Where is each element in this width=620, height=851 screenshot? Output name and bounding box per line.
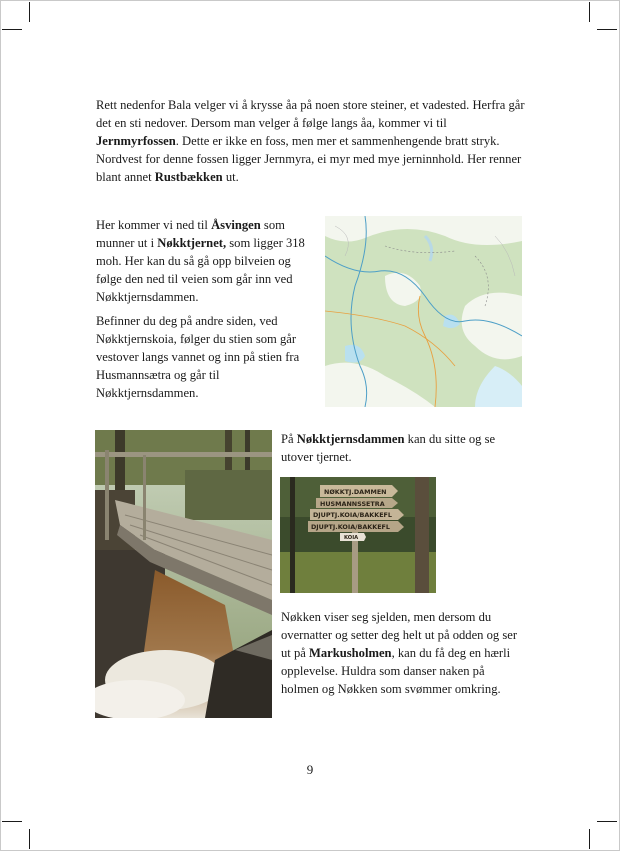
paragraph-nokktjernskoia — [96, 312, 314, 402]
sign-label-5: KOIA — [344, 535, 359, 541]
place-name-jernmyrfossen: Jernmyrfossen — [96, 134, 176, 148]
topographic-map-image — [325, 216, 522, 407]
crop-mark-bottom-right-horizontal — [597, 821, 617, 822]
text-run: På — [281, 432, 297, 446]
text-run: som munner ut i — [96, 218, 285, 250]
crop-mark-bottom-left-vertical — [29, 829, 30, 849]
page-number: 9 — [306, 762, 314, 777]
place-name-rustbaekken: Rustbækken — [154, 170, 223, 184]
paragraph-nokktjernsdammen — [281, 430, 521, 466]
intro-paragraph — [96, 96, 526, 192]
place-name-nokktjernet: Nøkktjernet, — [157, 236, 227, 250]
crop-mark-top-left-horizontal — [2, 29, 22, 30]
sign-label-3: DJUPTJ.KOIA/BAKKEFL — [313, 511, 392, 519]
nokken-section — [281, 608, 521, 704]
place-name-markusholmen: Markusholmen — [308, 646, 392, 660]
crop-mark-top-left-vertical — [29, 2, 30, 22]
place-name-nokktjernsdammen: Nøkktjernsdammen — [296, 432, 405, 446]
map-illustration — [325, 216, 522, 407]
dam-caption — [281, 430, 521, 472]
crop-mark-top-right-vertical — [589, 2, 590, 22]
asvingen-section — [96, 216, 314, 408]
dam-waterfall-illustration — [95, 430, 272, 718]
sign-label-4: DJUPTJ.KOIA/BAKKEFL — [311, 523, 390, 531]
text-run: ut. — [222, 170, 239, 184]
place-name-asvingen: Åsvingen — [211, 218, 261, 232]
sign-label-2: HUSMANNSSETRA — [320, 500, 385, 508]
text-run: Rett nedenfor Bala velger vi å krysse åa på noen store steiner, et vadested. Herfra går det en sti nedover. Dersom man velger å følge langs åa, kommer vi til — [96, 98, 525, 130]
text-run: Befinner du deg på andre siden, ved Nøkktjernskoia, følger du stien som går vestover langs vannet og inn på stien fra Husmannsætra og går til Nøkktjernsdammen. — [96, 314, 300, 400]
crop-mark-bottom-right-vertical — [589, 829, 590, 849]
paragraph-jernmyrfossen — [96, 96, 526, 186]
sign-label-1: NØKKTJ.DAMMEN — [324, 488, 387, 496]
dam-waterfall-photo — [95, 430, 272, 718]
text-run: Her kommer vi ned til — [96, 218, 212, 232]
crop-mark-top-right-horizontal — [597, 29, 617, 30]
crop-mark-bottom-left-horizontal — [2, 821, 22, 822]
signpost-photo — [280, 477, 436, 593]
paragraph-asvingen — [96, 216, 314, 306]
text-run: Nøkken viser seg sjelden, men dersom du overnatter og setter deg helt ut på odden og ser ut på — [281, 610, 518, 660]
paragraph-markusholmen — [281, 608, 521, 698]
text-run: . Dette er ikke en foss, men mer et sammenhengende bratt stryk. Nordvest for denne fossen ligger Jernmyra, ei myr med mye jerninnhold. Her renner blant annet — [96, 134, 522, 184]
text-run: , kan du få deg en hærli opplevelse. Huldra som danser naken på holmen og Nøkken som svømmer omkring. — [281, 646, 511, 696]
text-run: som ligger 318 moh. Her kan du så gå opp bilveien og følge den ned til veien som går inn ved Nøkktjernsdammen. — [96, 236, 305, 304]
text-run: kan du sitte og se utover tjernet. — [281, 432, 496, 464]
signpost-illustration — [280, 477, 436, 593]
